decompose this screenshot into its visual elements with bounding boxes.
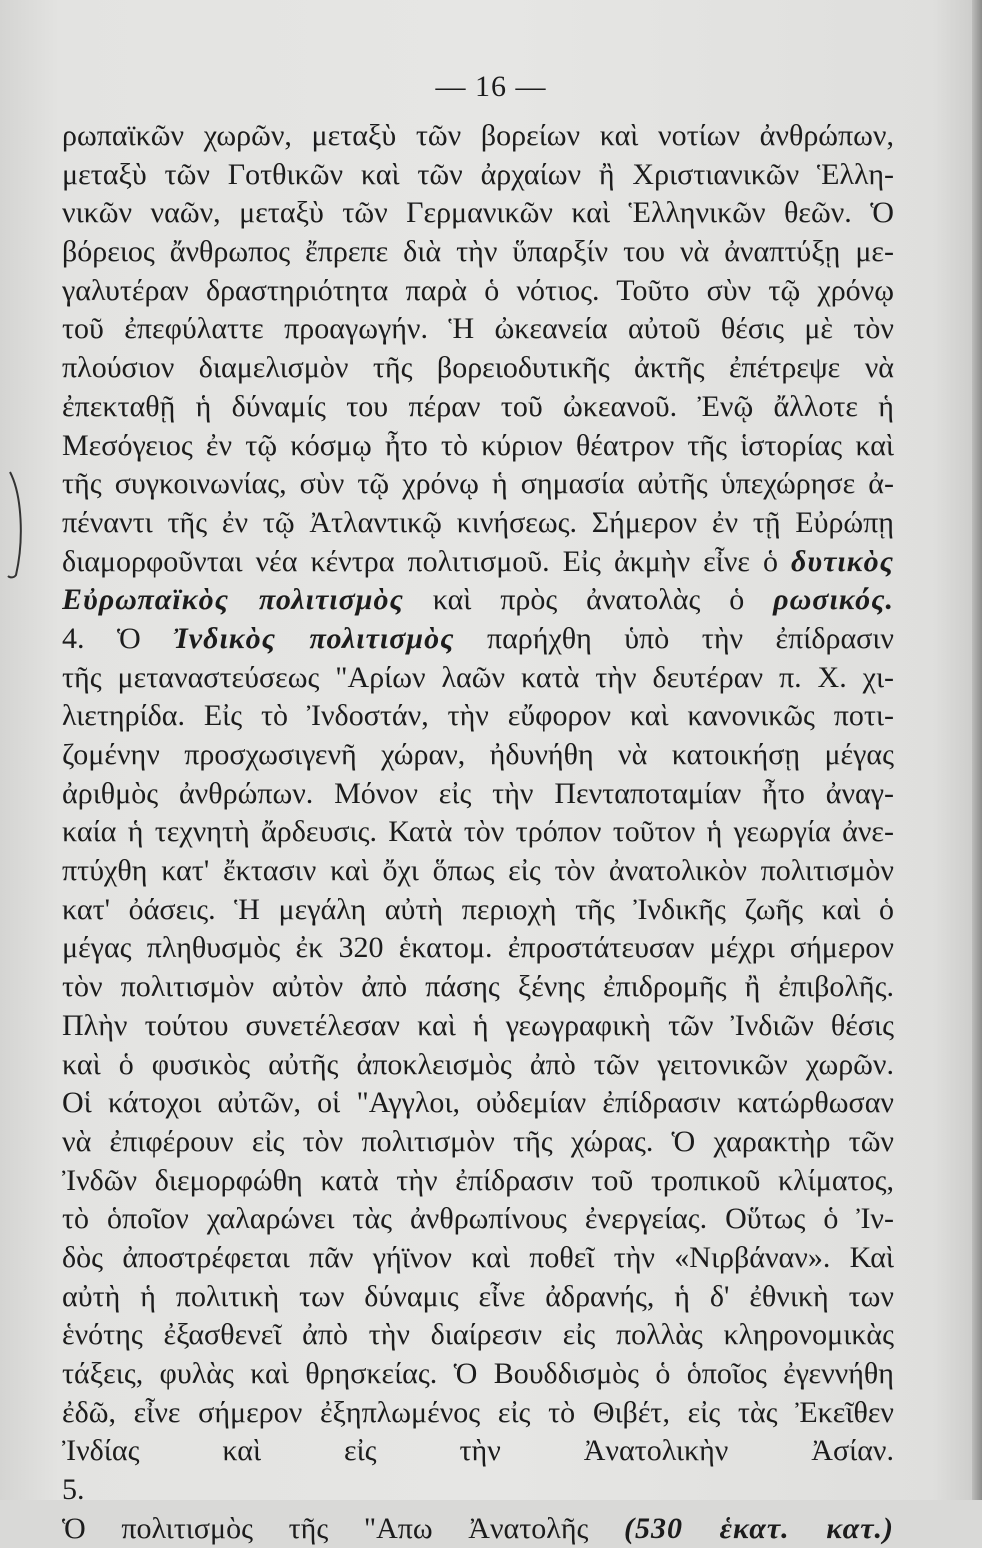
- text-line: [62, 543, 894, 582]
- text-line: τὸν πολιτισμὸν αὐτὸν ἀπὸ πάσης ξένης ἐπιδρομῆς ἢ ἐπιβολῆς.: [62, 970, 894, 1004]
- section-title: (530 ἑκατ. κατ.): [624, 1511, 894, 1545]
- text-run: διαμορφοῦνται νέα κέντρα πολιτισμοῦ. Εἰς ἀκμὴν εἶνε ὁ: [62, 544, 778, 578]
- text-line: πτύχθη κατ' ἔκτασιν καὶ ὄχι ὅπως εἰς τὸν ἀνατολικὸν πολιτισμὸν: [62, 854, 894, 888]
- page-number: — 16 —: [435, 70, 547, 103]
- text-line: 5.: [62, 1473, 85, 1507]
- text-line: λιετηρίδα. Εἰς τὸ Ἰνδοστάν, τὴν εὔφορον καὶ κανονικῶς ποτι-: [62, 699, 894, 733]
- text-line: αὐτὴ ἡ πολιτικὴ των δύναμις εἶνε ἀδρανής, ἡ δ' ἐθνικὴ των: [62, 1279, 894, 1313]
- text-line: ἐδῶ, εἶνε σήμερον ἐξηπλωμένος εἰς τὸ Θιβέτ, εἰς τὰς Ἐκεῖθεν: [62, 1395, 894, 1429]
- text-line: Πλὴν τούτου συνετέλεσαν καὶ ἡ γεωγραφικὴ τῶν Ἰνδιῶν θέσις: [62, 1008, 894, 1042]
- text-line: κατ' ὀάσεις. Ἡ μεγάλη αὐτὴ περιοχὴ τῆς Ἰνδικῆς ζωῆς καὶ ὁ: [62, 892, 894, 926]
- text-line: ζομένην προσχωσιγενῆ χώραν, ἠδυνήθη νὰ κατοικήσῃ μέγας: [62, 738, 894, 771]
- text-line: δὸς ἀποστρέφεται πᾶν γήϊνον καὶ ποθεῖ τὴν «Νιρβάναν». Καὶ: [62, 1240, 894, 1274]
- section-heading-line: [62, 1510, 894, 1548]
- text-line: ἀριθμὸς ἀνθρώπων. Μόνον εἰς τὴν Πενταποταμίαν ἦτο ἀναγ-: [62, 776, 894, 810]
- text-line: πλούσιον διαμελισμὸν τῆς βορειοδυτικῆς ἀκτῆς ἐπέτρεψε νὰ: [62, 351, 894, 385]
- emphasis-term: Εὐρωπαϊκὸς πολιτισμὸς: [62, 583, 404, 617]
- section-number: 4. Ὁ: [62, 621, 141, 655]
- text-line: τάξεις, φυλὰς καὶ θρησκείας. Ὁ Βουδδισμὸς ὁ ὁποῖος ἐγεννήθη: [62, 1357, 894, 1390]
- margin-bracket-mark: [6, 470, 30, 580]
- text-line: τὸ ὁποῖον χαλαρώνει τὰς ἀνθρωπίνους ἐνεργείας. Οὕτως ὁ Ἰν-: [62, 1202, 894, 1236]
- text-line: καὶ ὁ φυσικὸς αὐτῆς ἀποκλεισμὸς ἀπὸ τῶν γειτονικῶν χωρῶν.: [62, 1047, 894, 1081]
- text-line: ἑνότης ἐξασθενεῖ ἀπὸ τὴν διαίρεσιν εἰς πολλὰς κληρονομικὰς: [62, 1318, 894, 1352]
- text-line: Οἱ κάτοχοι αὐτῶν, οἱ "Αγγλοι, οὐδεμίαν ἐπίδρασιν κατώρθωσαν: [62, 1086, 894, 1120]
- text-line: καία ἡ τεχνητὴ ἄρδευσις. Κατὰ τὸν τρόπον τοῦτον ἡ γεωργία ἀνε-: [62, 815, 894, 849]
- body-text: [62, 117, 894, 1548]
- text-line: πέναντι τῆς ἐν τῷ Ἀτλαντικῷ κινήσεως. Σήμερον ἐν τῇ Εὐρώπῃ: [62, 505, 894, 539]
- text-line: γαλυτέραν δραστηριότητα παρὰ ὁ νότιος. Τοῦτο σὺν τῷ χρόνῳ: [62, 273, 894, 307]
- text-line: νικῶν ναῶν, μεταξὺ τῶν Γερμανικῶν καὶ Ἑλληνικῶν θεῶν. Ὁ: [62, 196, 894, 230]
- text-line: νὰ ἐπιφέρουν εἰς τὸν πολιτισμὸν τῆς χώρας. Ὁ χαρακτὴρ τῶν: [62, 1124, 894, 1158]
- text-line: τοῦ ἐπεφύλαττε προαγωγήν. Ἡ ὠκεανεία αὐτοῦ θέσις μὲ τὸν: [62, 312, 894, 346]
- text-line: Ἰνδῶν διεμορφώθη κατὰ τὴν ἐπίδρασιν τοῦ τροπικοῦ κλίματος,: [62, 1163, 894, 1197]
- text-line: ἐπεκταθῇ ἡ δύναμίς του πέραν τοῦ ὠκεανοῦ. Ἐνῷ ἄλλοτε ἡ: [62, 389, 894, 423]
- section-title: Ἰνδικὸς πολιτισμὸς: [173, 621, 455, 655]
- text-line: βόρειος ἄνθρωπος ἔπρεπε διὰ τὴν ὕπαρξίν του νὰ ἀναπτύξῃ με-: [62, 235, 894, 269]
- section-number: Ὁ πολιτισμὸς τῆς "Απω Ἀνατολῆς: [62, 1511, 589, 1545]
- section-heading-line: [62, 620, 894, 659]
- text-line: τῆς μεταναστεύσεως "Αρίων λαῶν κατὰ τὴν δευτέραν π. Χ. χι-: [62, 660, 894, 694]
- text-line: μέγας πληθυσμὸς ἐκ 320 ἑκατομ. ἐπροστάτευσαν μέχρι σήμερον: [62, 931, 894, 965]
- text-line: Ἰνδίας καὶ εἰς τὴν Ἀνατολικὴν Ἀσίαν.: [62, 1434, 894, 1468]
- text-run: παρήχθη ὑπὸ τὴν ἐπίδρασιν: [486, 621, 894, 655]
- emphasis-term: δυτικὸς: [791, 544, 894, 578]
- text-run: καὶ πρὸς ἀνατολὰς ὁ: [432, 583, 745, 617]
- text-line: Μεσόγειος ἐν τῷ κόσμῳ ἦτο τὸ κύριον θέατρον τῆς ἱστορίας καὶ: [62, 428, 894, 462]
- text-line: ρωπαϊκῶν χωρῶν, μεταξὺ τῶν βορείων καὶ νοτίων ἀνθρώπων,: [62, 119, 894, 152]
- page-edge-shadow: [972, 0, 982, 1500]
- text-line: [62, 581, 894, 620]
- emphasis-term: ρωσικός.: [773, 583, 894, 617]
- text-line: τῆς συγκοινωνίας, σὺν τῷ χρόνῳ ἡ σημασία αὐτῆς ὑπεχώρησε ἀ-: [62, 467, 894, 501]
- text-line: μεταξὺ τῶν Γοτθικῶν καὶ τῶν ἀρχαίων ἢ Χριστιανικῶν Ἑλλη-: [62, 157, 894, 191]
